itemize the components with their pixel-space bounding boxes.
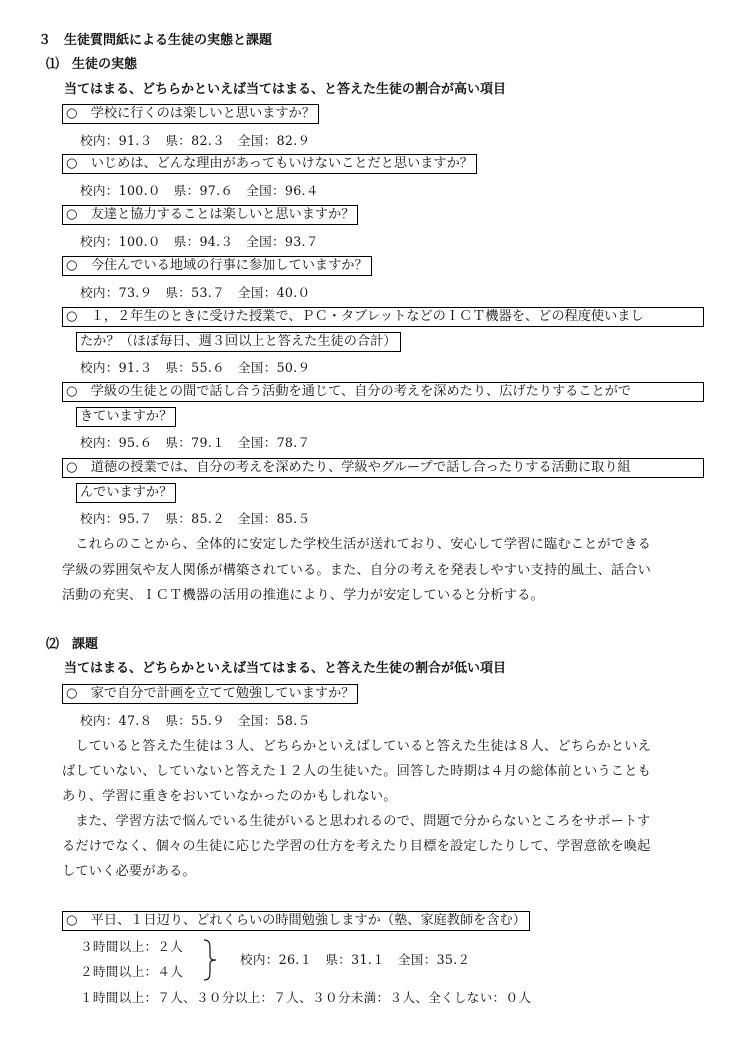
question-box: ○ いじめは、どんな理由があってもいけないことだと思いますか？ [62, 154, 477, 174]
question-box: ○ 道徳の授業では、自分の考えを深めたり、学級やグループで話し合ったりする活動に取り組 [62, 458, 704, 478]
question-box: ○ 学校に行くのは楽しいと思いますか？ [62, 104, 319, 124]
question-box: ○ １，２年生のときに受けた授業で、ＰＣ・タブレットなどのＩＣＴ機器を、どの程度使いまし [62, 307, 704, 327]
question-box: ○ 平日、１日辺り、どれくらいの時間勉強しますか（塾、家庭教師を含む） [62, 911, 530, 931]
study-time-row: ３時間以上：２人 [80, 939, 184, 954]
stats-line: 校内：100.０ 県：97.６ 全国：96.４ [80, 183, 319, 198]
analysis-line: ばしていない、していないと答えた１２人の生徒いた。回答した時期は４月の総体前ということも [62, 764, 652, 779]
analysis-line: していく必要がある。 [62, 864, 196, 879]
study-time-row: ２時間以上：４人 [80, 964, 184, 979]
stats-line: 校内：73.９ 県：53.７ 全国：40.０ [80, 285, 311, 300]
brace-icon [202, 938, 218, 982]
question-box: ○ 家で自分で計画を立てて勉強していますか？ [62, 684, 358, 704]
stats-line: 校内：95.７ 県：85.２ 全国：85.５ [80, 511, 311, 526]
stats-line: 校内：91.３ 県：82.３ 全国：82.９ [80, 133, 311, 148]
stats-line: 校内：95.６ 県：79.１ 全国：78.７ [80, 435, 311, 450]
analysis-line: あり、学習に重きをおいていなかったのかもしれない。 [62, 789, 397, 804]
question-box-continued: たか？（ほぼ毎日、週３回以上と答えた生徒の合計） [76, 332, 401, 352]
analysis-line: るだけでなく、個々の生徒に応じた学習の仕方を考えたり目標を設定したりして、学習意欲を喚起 [62, 839, 651, 854]
question-box: ○ 学級の生徒との間で話し合う活動を通じて、自分の考えを深めたり、広げたりすることがで [62, 382, 704, 402]
analysis-line: していると答えた生徒は３人、どちらかといえばしていると答えた生徒は８人、どちらかといえ [62, 739, 652, 754]
question-box: ○ 友達と協力することは楽しいと思いますか？ [62, 205, 358, 225]
study-time-stats: 校内：26.１ 県：31.１ 全国：35.２ [240, 952, 471, 967]
stats-line: 校内：47.８ 県：55.９ 全国：58.５ [80, 713, 311, 728]
summary-line: これらのことから、全体的に安定した学校生活が送れており、安心して学習に臨むことができる [62, 537, 652, 552]
question-box-continued: きていますか？ [76, 407, 176, 427]
question-box-continued: んでいますか？ [76, 483, 176, 503]
part2-heading: ⑵ 課題 [46, 637, 99, 652]
section-title: ３ 生徒質問紙による生徒の実態と課題 [38, 33, 273, 48]
summary-line: 活動の充実、ＩＣＴ機器の活用の推進により、学力が安定していると分析する。 [62, 588, 544, 603]
summary-line: 学級の雰囲気や友人関係が構築されている。また、自分の考えを発表しやすい支持的風土、話合い [62, 563, 652, 578]
question-box: ○ 今住んでいる地域の行事に参加していますか？ [62, 256, 372, 276]
analysis-line: また、学習方法で悩んでいる生徒がいると思われるので、問題で分からないところをサポートす [62, 814, 651, 829]
part2-subheading: 当てはまる、どちらかといえば当てはまる、と答えた生徒の割合が低い項目 [64, 661, 507, 676]
stats-line: 校内：91.３ 県：55.６ 全国：50.９ [80, 360, 311, 375]
stats-line: 校内：100.０ 県：94.３ 全国：93.７ [80, 234, 319, 249]
study-time-row: １時間以上：７人、３０分以上：７人、３０分未満：３人、全くしない：０人 [80, 990, 532, 1005]
part1-heading: ⑴ 生徒の実態 [46, 57, 138, 72]
part1-subheading: 当てはまる、どちらかといえば当てはまる、と答えた生徒の割合が高い項目 [64, 82, 507, 97]
